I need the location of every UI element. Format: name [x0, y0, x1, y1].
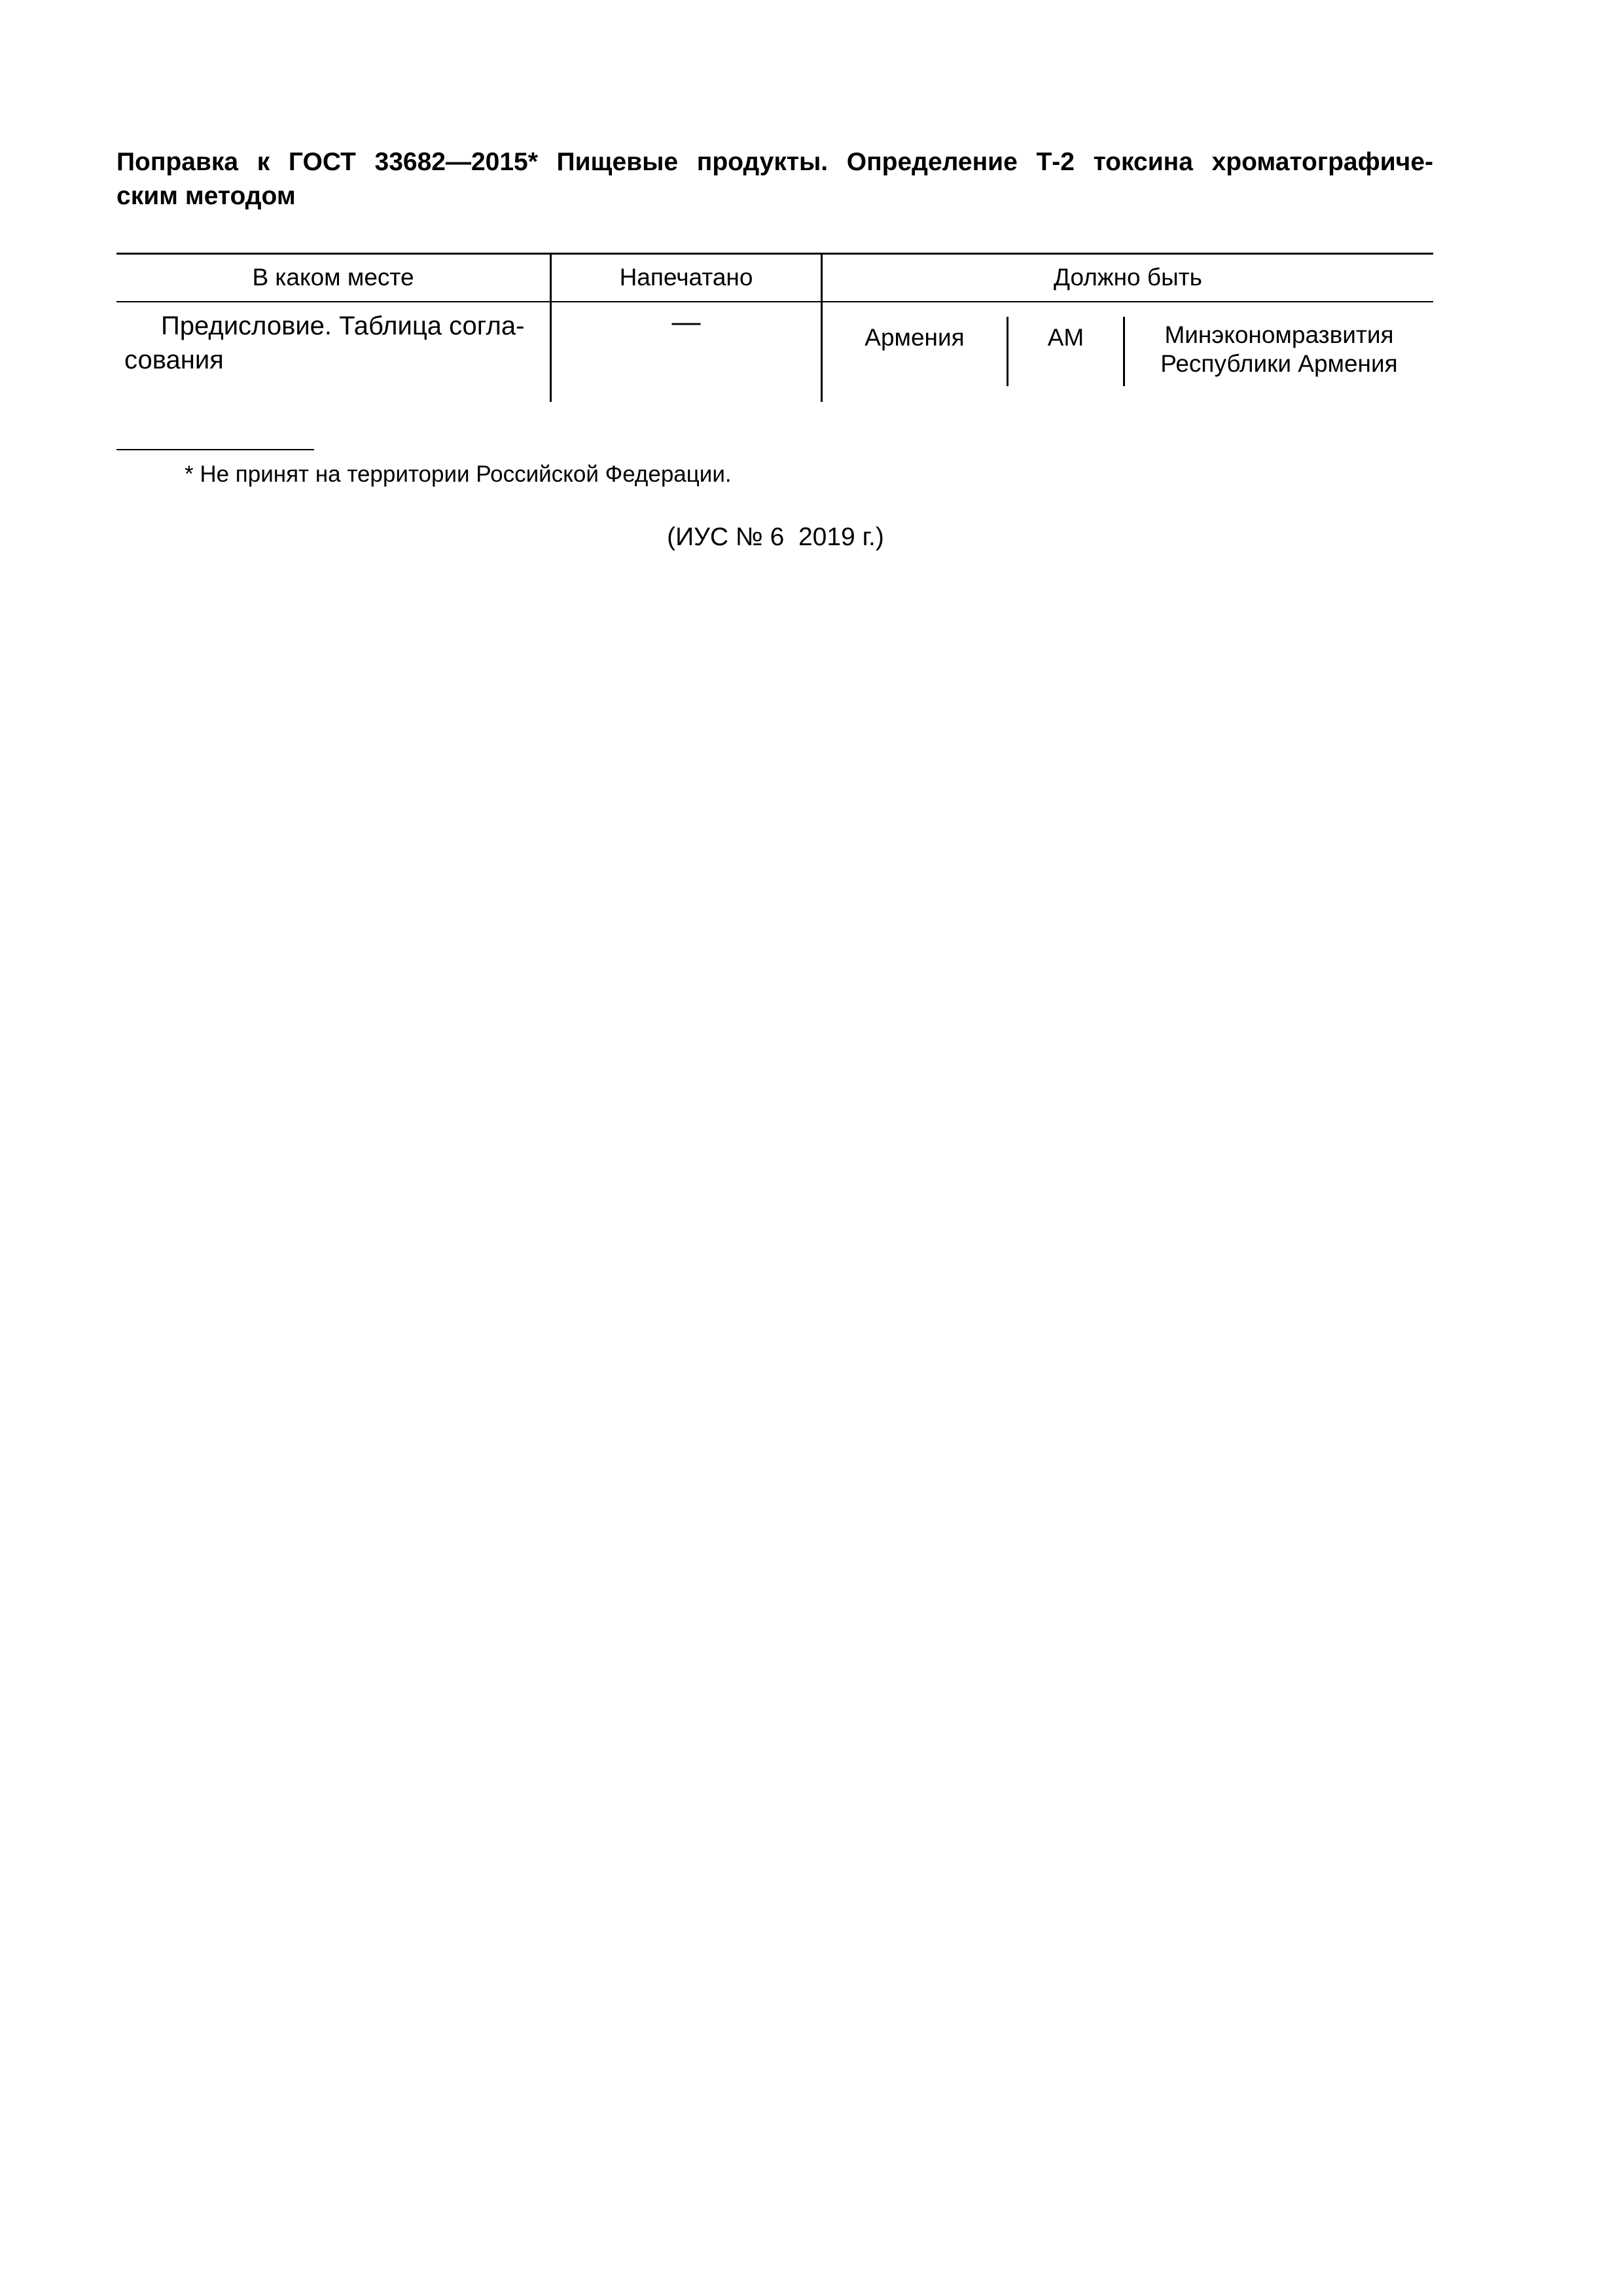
- footnote-separator: [116, 449, 314, 450]
- cell-printed: —: [671, 306, 701, 338]
- table-top-rule: [116, 253, 1433, 255]
- cell-country: Армения: [865, 324, 965, 351]
- cell-place: [124, 309, 543, 377]
- amendment-title: [116, 145, 1433, 213]
- ius-reference: (ИУС № 6 2019 г.): [667, 523, 884, 551]
- footnote: * Не принят на территории Российской Федерации.: [185, 461, 732, 487]
- title-line2: ским методом: [116, 182, 296, 210]
- amendment-table: [116, 253, 1433, 402]
- cell-authority-line1: Минэкономразвития: [1164, 321, 1394, 348]
- cell-country-code: AM: [1047, 324, 1084, 351]
- cell-authority: [1125, 321, 1433, 378]
- header-printed: Напечатано: [619, 264, 753, 291]
- table-header-rule: [116, 301, 1433, 302]
- cell-place-line2: сования: [124, 346, 224, 374]
- cell-authority-line2: Республики Армения: [1160, 350, 1398, 377]
- header-place: В каком месте: [252, 264, 414, 291]
- cell-place-line1: Предисловие. Таблица согла-: [161, 312, 525, 340]
- header-should-be: Должно быть: [1054, 264, 1202, 291]
- title-line1: Поправка к ГОСТ 33682—2015* Пищевые продукты. Определение Т-2 токсина хроматографиче-: [116, 148, 1433, 176]
